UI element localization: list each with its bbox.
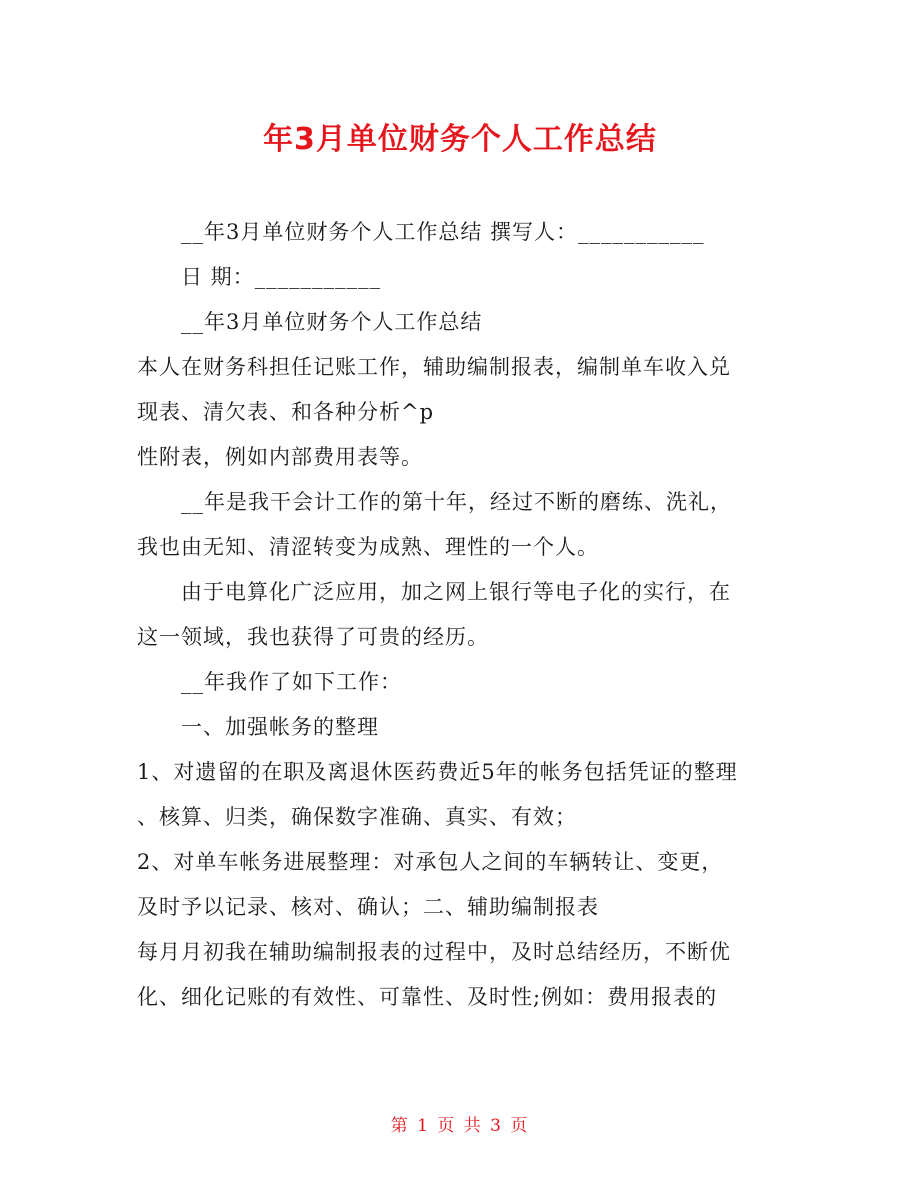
body-line: __年3月单位财务个人工作总结 撰写人：___________ [181, 220, 705, 244]
body-line: __年我作了如下工作： [181, 670, 402, 694]
body-line: 性附表，例如内部费用表等。 [137, 445, 423, 469]
body-line: 每月月初我在辅助编制报表的过程中，及时总结经历，不断优 [137, 940, 731, 964]
body-line: 一、加强帐务的整理 [181, 715, 379, 739]
body-line: 由于电算化广泛应用，加之网上银行等电子化的实行，在 [181, 580, 731, 604]
document-title: 年3月单位财务个人工作总结 [263, 122, 657, 157]
body-line: 1、对遗留的在职及离退休医药费近5年的帐务包括凭证的整理 [137, 760, 738, 784]
body-line: __年是我干会计工作的第十年，经过不断的磨练、洗礼， [181, 490, 732, 514]
body-line: 日 期：___________ [181, 265, 382, 289]
body-line: 化、细化记账的有效性、可靠性、及时性;例如：费用报表的 [137, 985, 718, 1009]
body-line: 我也由无知、清涩转变为成熟、理性的一个人。 [137, 535, 599, 559]
body-line: 及时予以记录、核对、确认；二、辅助编制报表 [137, 895, 599, 919]
document-body [137, 210, 787, 1020]
body-line: 、核算、归类，确保数字准确、真实、有效； [137, 805, 577, 829]
body-line: 现表、清欠表、和各种分析^p [137, 400, 435, 424]
body-line: __年3月单位财务个人工作总结 [181, 310, 483, 334]
body-line: 这一领域，我也获得了可贵的经历。 [137, 625, 489, 649]
body-line: 2、对单车帐务进展整理：对承包人之间的车辆转让、变更， [137, 850, 724, 874]
body-line: 本人在财务科担任记账工作，辅助编制报表，编制单车收入兑 [137, 355, 731, 379]
page-number-footer: 第 1 页 共 3 页 [390, 1116, 530, 1136]
